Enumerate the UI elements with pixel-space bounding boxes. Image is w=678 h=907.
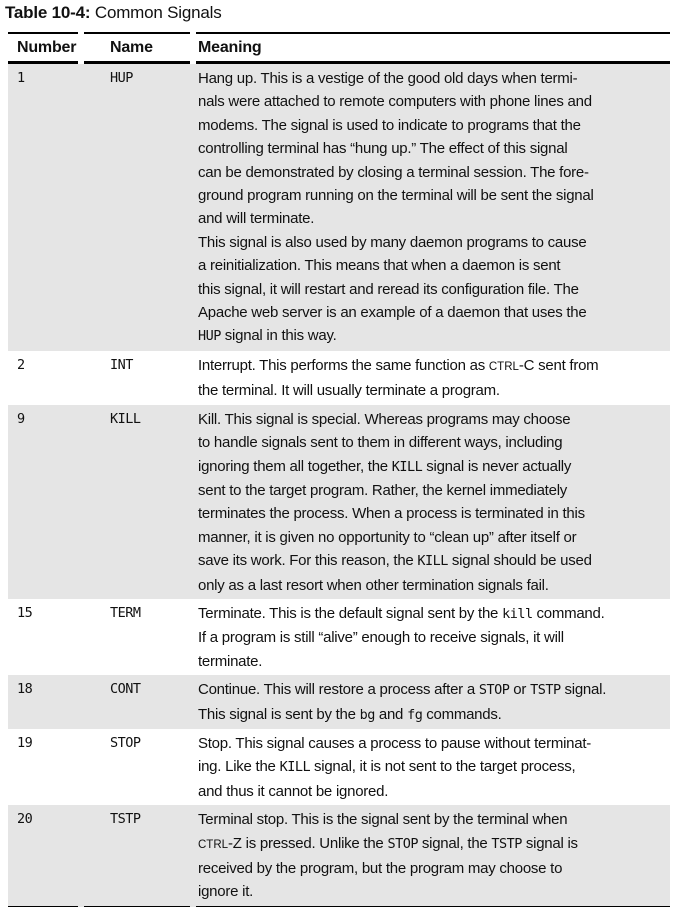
inline-code: fg — [407, 706, 423, 723]
meaning-line: sent to the target program. Rather, the kernel immediately — [198, 481, 568, 499]
meaning-line: controlling terminal has “hung up.” The effect of this signal — [198, 140, 568, 158]
signal-name-cell: STOP — [110, 734, 141, 751]
meaning-line: terminate. — [198, 652, 263, 670]
meaning-line: terminates the process. When a process is terminated in this — [198, 505, 585, 523]
signal-number-cell: 9 — [17, 410, 25, 427]
meaning-line: This signal is also used by many daemon programs to cause — [198, 233, 587, 251]
meaning-line: modems. The signal is used to indicate to programs that the — [198, 116, 581, 134]
key-name-smallcaps: CTRL — [198, 838, 229, 851]
table-row — [8, 729, 670, 805]
signal-meaning-cell — [196, 805, 670, 907]
meaning-line: a reinitialization. This means that when a daemon is sent — [198, 257, 561, 275]
inline-code: STOP — [478, 682, 510, 699]
meaning-line: Kill. This signal is special. Whereas programs may choose — [198, 410, 571, 428]
signal-name-cell: KILL — [110, 410, 141, 427]
inline-code: KILL — [279, 759, 311, 776]
meaning-line: ground program running on the terminal will be sent the signal — [198, 187, 594, 205]
signal-name-cell: CONT — [110, 681, 141, 698]
inline-code: TSTP — [491, 835, 522, 852]
table-caption-number: Table 10-4: — [5, 3, 91, 22]
meaning-line: If a program is still “alive” enough to receive signals, it will — [198, 629, 564, 647]
table-row — [8, 805, 670, 907]
signal-meaning-cell — [196, 729, 670, 805]
table-row — [8, 405, 670, 599]
table-row — [8, 675, 670, 729]
meaning-line: This signal is sent by the bg and fg commands. — [198, 705, 502, 723]
signal-name-cell: HUP — [110, 70, 133, 86]
meaning-line: HUP signal in this way. — [198, 327, 337, 345]
meaning-line: manner, it is given no opportunity to “clean up” after itself or — [198, 528, 577, 546]
meaning-line: can be demonstrated by closing a terminal session. The fore- — [198, 163, 589, 181]
meaning-line: Interrupt. This performs the same function as CTRL-C sent from — [198, 356, 599, 374]
signal-meaning-cell — [196, 405, 670, 599]
table-body — [8, 64, 670, 907]
table-caption-text: Common Signals — [90, 3, 222, 22]
inline-code: KILL — [417, 553, 448, 570]
meaning-line: Apache web server is an example of a daemon that uses the — [198, 304, 587, 322]
signal-name-cell: INT — [110, 356, 133, 373]
signal-number-cell: 19 — [17, 734, 33, 751]
signal-name-cell: TERM — [110, 604, 141, 621]
table-row — [8, 599, 670, 675]
meaning-line: ing. Like the KILL signal, it is not sent to the target process, — [198, 758, 576, 776]
inline-code: TSTP — [530, 682, 561, 699]
meaning-line: ignoring them all together, the KILL signal is never actually — [198, 457, 572, 475]
header-cell-number: Number — [8, 32, 78, 64]
signal-number-cell: 15 — [17, 604, 33, 621]
inline-code: HUP — [198, 328, 221, 345]
signal-number-cell: 2 — [17, 356, 25, 373]
table-row — [8, 64, 670, 351]
meaning-line: Hang up. This is a vestige of the good old days when termi- — [198, 70, 578, 87]
meaning-line: and will terminate. — [198, 210, 315, 228]
meaning-line: Terminal stop. This is the signal sent by the terminal when — [198, 811, 568, 829]
meaning-line: CTRL-Z is pressed. Unlike the STOP signal, the TSTP signal is — [198, 834, 578, 852]
signal-meaning-cell — [196, 675, 670, 729]
header-cell-meaning: Meaning — [196, 32, 670, 64]
signal-number-cell: 20 — [8, 805, 78, 907]
meaning-line: ignore it. — [198, 883, 254, 901]
signal-number-cell: 18 — [17, 681, 33, 698]
table-caption — [5, 3, 678, 23]
meaning-line: Stop. This signal causes a process to pause without terminat- — [198, 734, 592, 752]
meaning-line: received by the program, but the program may choose to — [198, 860, 563, 877]
meaning-line: save its work. For this reason, the KILL signal should be used — [198, 552, 592, 570]
inline-code: STOP — [387, 835, 418, 852]
key-name-smallcaps: CTRL — [488, 360, 519, 373]
table-row — [8, 351, 670, 405]
header-cell-name: Name — [84, 32, 190, 64]
meaning-line: and thus it cannot be ignored. — [198, 782, 389, 800]
meaning-line: Terminate. This is the default signal sent by the kill command. — [198, 604, 605, 622]
inline-code: KILL — [391, 458, 423, 475]
table-header-row — [8, 32, 670, 64]
signal-meaning-cell — [196, 64, 670, 351]
inline-code: kill — [502, 605, 533, 622]
meaning-line: only as a last resort when other termination signals fail. — [198, 576, 549, 594]
meaning-line: this signal, it will restart and reread its configuration file. The — [198, 280, 579, 298]
meaning-line: nals were attached to remote computers with phone lines and — [198, 93, 592, 111]
signal-meaning-cell — [196, 599, 670, 675]
meaning-line: the terminal. It will usually terminate a program. — [198, 382, 500, 400]
signal-meaning-cell — [196, 351, 670, 405]
signals-table — [8, 32, 670, 907]
meaning-line: Continue. This will restore a process after a STOP or TSTP signal. — [198, 681, 607, 699]
signal-number-cell: 1 — [17, 70, 25, 86]
signal-name-cell: TSTP — [84, 805, 190, 907]
inline-code: bg — [359, 706, 375, 723]
meaning-line: to handle signals sent to them in different ways, including — [198, 434, 563, 452]
